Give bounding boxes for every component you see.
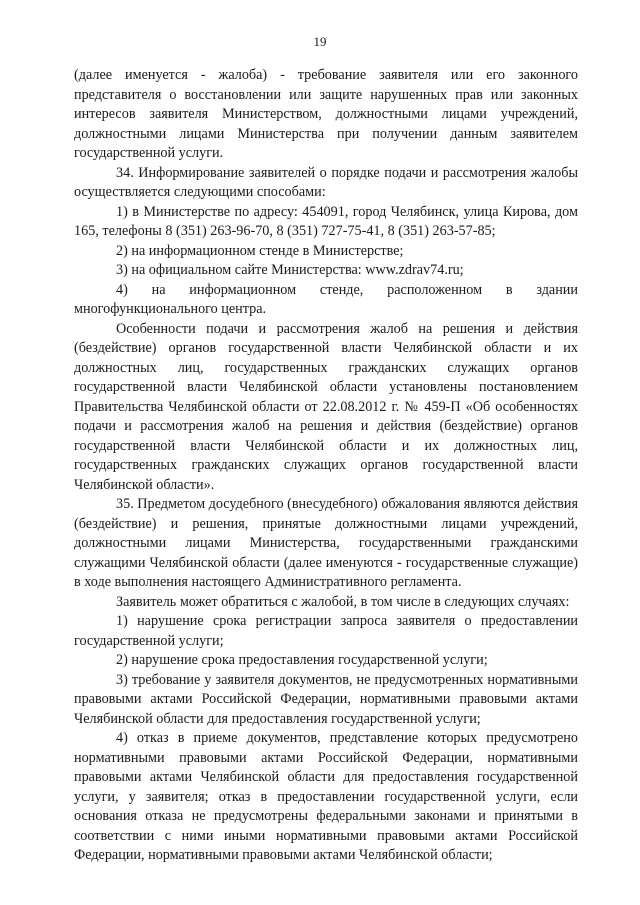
list-item-case-2: 2) нарушение срока предоставления государственной услуги; [116, 652, 488, 668]
paragraph-complaint-definition: (далее именуется - жалоба) - требование заявителя или его законного представителя о восстановлении или защите нарушенных прав или законных интересов заявителя Министерством, должностными лицами учреждений, должностными лицами Министерства при получении данным заявителем государственной услуги. [74, 67, 578, 161]
paragraph-complaint-specifics: Особенности подачи и рассмотрения жалоб на решения и действия (бездействие) органов государственной власти Челябинской области и их должностных лиц, государственных гражданских служащих органов государственной власти Челябинской области установлены постановлением Правительства Челябинской области от 22.08.2012 г. № 459-П «Об особенностях подачи и рассмотрения жалоб на решения и действия (бездействие) органов государственной власти Челябинской области и их должностных лиц, государственных гражданских служащих органов государственной власти Челябинской области». [74, 320, 578, 493]
paragraph-34-informing: 34. Информирование заявителей о порядке подачи и рассмотрения жалобы осуществляется следующими способами: [74, 164, 578, 200]
list-item-info-stand-ministry: 2) на информационном стенде в Министерстве; [116, 242, 404, 259]
list-item-info-stand-mfc: 4) на информационном стенде, расположенном в здании многофункционального центра. [74, 281, 578, 317]
list-item-ministry-address: 1) в Министерстве по адресу: 454091, город Челябинск, улица Кирова, дом 165, телефоны 8 (351) 263-96-70, 8 (351) 727-75-41, 8 (351) 263-57-85; [74, 203, 578, 239]
document-body [74, 66, 578, 866]
paragraph-applicant-cases: Заявитель может обратиться с жалобой, в том числе в следующих случаях: [116, 593, 570, 610]
list-item-case-4: 4) отказ в приеме документов, представление которых предусмотрено нормативными правовыми актами Российской Федерации, нормативными правовыми актами Челябинской области для предоставления государственной услуги, у заявителя; отказ в предоставлении государственной услуги, если основания отказа не предусмотрены федеральными законами и принятыми в соответствии с ними иными нормативными правовыми актами Российской Федерации, нормативными правовыми актами Челябинской области; [74, 730, 578, 863]
paragraph-35-subject: 35. Предметом досудебного (внесудебного) обжалования являются действия (бездействие) и решения, принятые должностными лицами учреждений, должностными лицами Министерства, государственными гражданскими служащими Челябинской области (далее именуются - государственные служащие) в ходе выполнения настоящего Административного регламента. [74, 496, 578, 590]
list-item-case-3: 3) требование у заявителя документов, не предусмотренных нормативными правовыми актами Российской Федерации, нормативными правовыми актами Челябинской области для предоставления государственной услуги; [74, 671, 578, 727]
list-item-official-website: 3) на официальном сайте Министерства: www.zdrav74.ru; [116, 262, 464, 278]
page-number: 19 [313, 34, 327, 49]
list-item-case-1: 1) нарушение срока регистрации запроса заявителя о предоставлении государственной услуги; [74, 613, 578, 649]
